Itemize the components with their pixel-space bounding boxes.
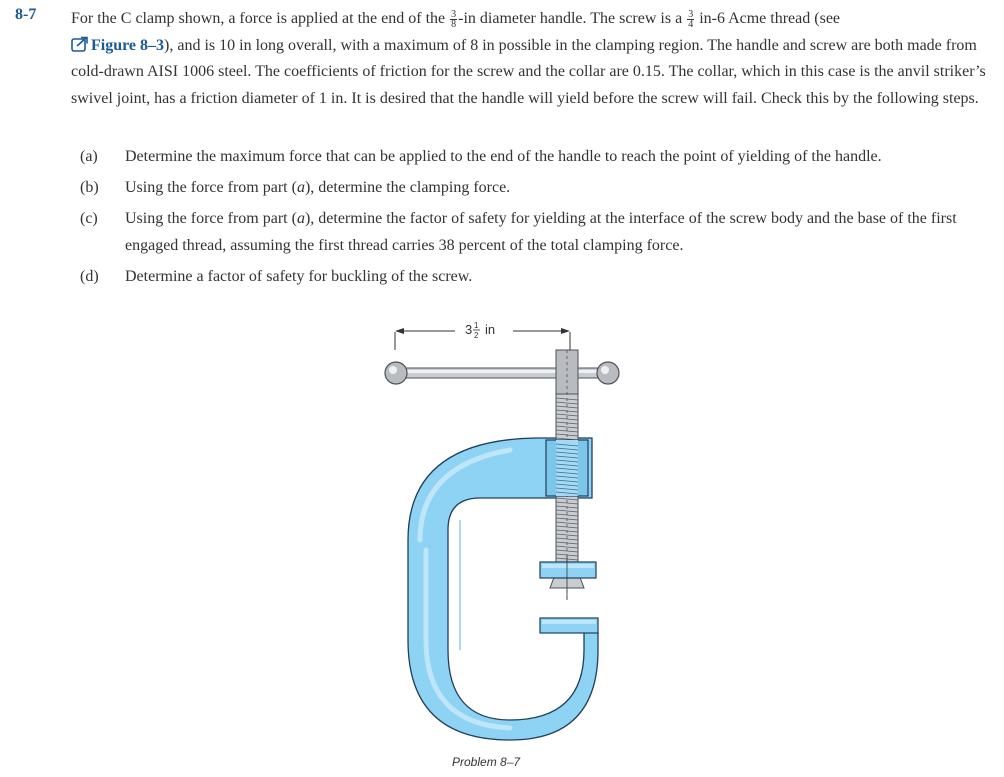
handle — [385, 362, 619, 384]
part-text: Determine a factor of safety for buckling of the screw. — [125, 267, 473, 285]
dimension-numerator: 1 — [474, 321, 479, 330]
part-label: (b) — [80, 179, 99, 196]
external-link-icon — [71, 36, 89, 52]
statement-text-4: ), and is 10 in long overall, with a maximum of 8 in possible in the clamping region. The handle and screw are both made from cold-drawn AISI 1006 steel. The coefficients of friction for the screw and the collar are 0.15. The collar, which in this case is the anvil striker’s swivel joint, has a friction diameter of 1 in. It is desired that the handle will yield before the screw will fail. Check this by the following steps. — [71, 36, 986, 107]
part-c — [80, 206, 992, 259]
part-label: (c) — [80, 210, 98, 227]
swivel-pad — [540, 556, 596, 600]
part-b — [80, 175, 992, 202]
figure-8-3-link[interactable] — [71, 37, 164, 54]
fraction-numerator: 3 — [688, 8, 694, 20]
part-text-pre: Using the force from part ( — [125, 179, 297, 196]
problem-statement — [71, 6, 993, 112]
fraction-numerator: 3 — [451, 8, 457, 20]
dimension-unit: in — [485, 322, 496, 337]
part-text — [125, 206, 992, 259]
part-text: Determine the maximum force that can be applied to the end of the handle to reach the point of yielding of the handle. — [125, 148, 882, 165]
part-reference: a — [296, 210, 305, 227]
problem-number: 8-7 — [15, 6, 37, 23]
part-text-pre: Using the force from part ( — [125, 210, 297, 227]
handle-diameter-fraction — [450, 10, 457, 29]
screw-size-fraction — [687, 10, 694, 29]
c-clamp-drawing — [370, 310, 640, 750]
part-reference: a — [296, 179, 305, 196]
part-text — [125, 175, 992, 202]
part-label: (a) — [80, 148, 98, 165]
statement-text-1: For the C clamp shown, a force is applied at the end of the — [71, 10, 450, 27]
figure-caption: Problem 8–7 — [452, 755, 521, 769]
statement-text-3: in-6 Acme thread (see — [695, 10, 841, 27]
dimension-whole: 3 — [465, 322, 473, 337]
fraction-denominator: 4 — [688, 18, 694, 30]
part-d — [80, 264, 992, 291]
c-clamp-figure — [370, 310, 640, 755]
part-text-post: ), determine the factor of safety for yielding at the interface of the screw body and the base of the first engaged thread, assuming the first thread carries 38 percent of the total clamping force. — [125, 210, 957, 254]
statement-text-2: -in diameter handle. The screw is a — [458, 10, 687, 27]
figure-link-label: Figure 8–3 — [91, 36, 165, 54]
problem-parts — [80, 144, 992, 295]
dimension-line — [395, 328, 570, 350]
dimension-denominator: 2 — [474, 331, 479, 340]
part-a — [80, 144, 992, 171]
fraction-denominator: 8 — [451, 18, 457, 30]
part-text-post: ), determine the clamping force. — [304, 179, 511, 196]
part-label: (d) — [80, 267, 99, 285]
